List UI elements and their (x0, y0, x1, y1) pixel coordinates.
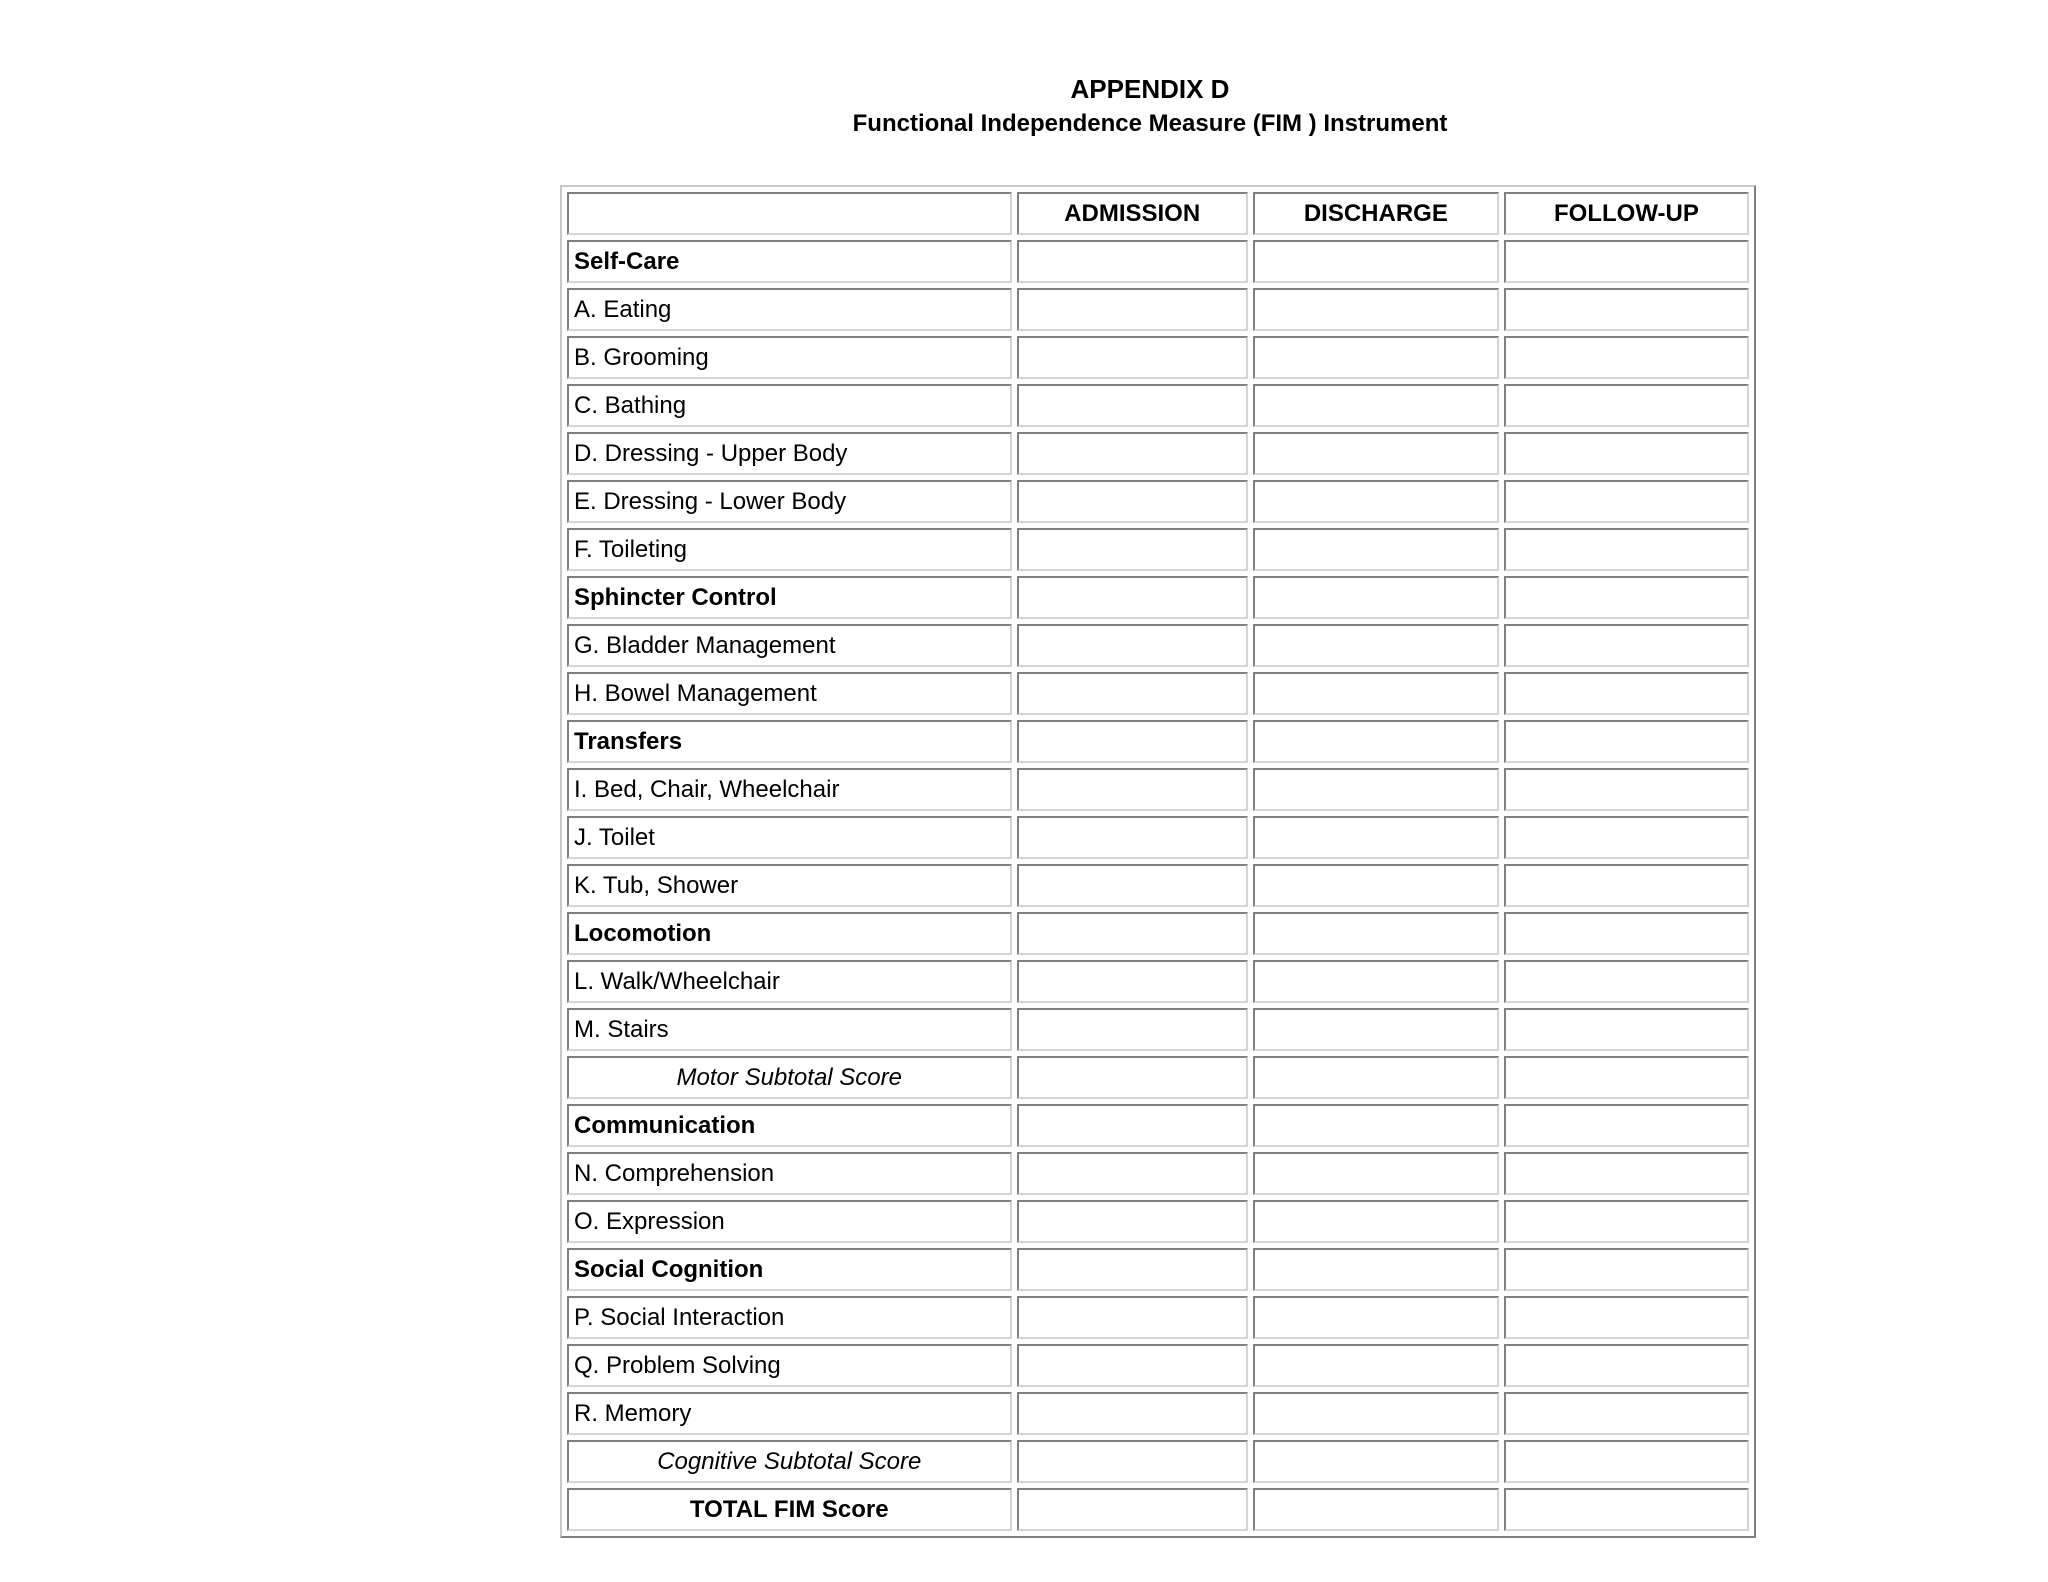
row-label: K. Tub, Shower (567, 864, 1012, 907)
row-label: H. Bowel Management (567, 672, 1012, 715)
discharge-cell (1253, 1008, 1499, 1051)
follow-up-cell (1504, 432, 1749, 475)
admission-cell (1017, 960, 1248, 1003)
table-row (567, 816, 1749, 859)
discharge-cell (1253, 912, 1499, 955)
table-row (567, 1296, 1749, 1339)
admission-cell (1017, 1056, 1248, 1099)
table-row (567, 240, 1749, 283)
table-row (567, 1152, 1749, 1195)
discharge-cell (1253, 288, 1499, 331)
row-label: B. Grooming (567, 336, 1012, 379)
follow-up-cell (1504, 1056, 1749, 1099)
row-label: E. Dressing - Lower Body (567, 480, 1012, 523)
row-label: Q. Problem Solving (567, 1344, 1012, 1387)
table-row (567, 288, 1749, 331)
follow-up-cell (1504, 384, 1749, 427)
discharge-cell (1253, 384, 1499, 427)
admission-cell (1017, 1392, 1248, 1435)
row-label: Sphincter Control (567, 576, 1012, 619)
follow-up-cell (1504, 528, 1749, 571)
discharge-cell (1253, 720, 1499, 763)
discharge-cell (1253, 1152, 1499, 1195)
follow-up-cell (1504, 1344, 1749, 1387)
follow-up-cell (1504, 1008, 1749, 1051)
table-row (567, 336, 1749, 379)
admission-cell (1017, 288, 1248, 331)
table-row (567, 432, 1749, 475)
discharge-cell (1253, 1488, 1499, 1531)
table-row (567, 768, 1749, 811)
row-label: C. Bathing (567, 384, 1012, 427)
row-label: Transfers (567, 720, 1012, 763)
discharge-cell (1253, 1056, 1499, 1099)
discharge-cell (1253, 672, 1499, 715)
admission-cell (1017, 672, 1248, 715)
admission-cell (1017, 1248, 1248, 1291)
row-label: A. Eating (567, 288, 1012, 331)
follow-up-cell (1504, 576, 1749, 619)
follow-up-cell (1504, 288, 1749, 331)
admission-cell (1017, 720, 1248, 763)
admission-cell (1017, 528, 1248, 571)
discharge-cell (1253, 1248, 1499, 1291)
row-label: Motor Subtotal Score (567, 1056, 1012, 1099)
row-label: O. Expression (567, 1200, 1012, 1243)
table-row (567, 1008, 1749, 1051)
table-row (567, 384, 1749, 427)
follow-up-cell (1504, 480, 1749, 523)
table-row (567, 672, 1749, 715)
admission-cell (1017, 816, 1248, 859)
follow-up-cell (1504, 960, 1749, 1003)
fim-score-table (560, 185, 1756, 1538)
discharge-cell (1253, 960, 1499, 1003)
discharge-cell (1253, 528, 1499, 571)
follow-up-cell (1504, 1104, 1749, 1147)
admission-cell (1017, 864, 1248, 907)
row-label: Cognitive Subtotal Score (567, 1440, 1012, 1483)
discharge-cell (1253, 1104, 1499, 1147)
table-row (567, 720, 1749, 763)
admission-cell (1017, 768, 1248, 811)
table-row (567, 960, 1749, 1003)
row-label: J. Toilet (567, 816, 1012, 859)
follow-up-cell (1504, 1152, 1749, 1195)
admission-cell (1017, 1008, 1248, 1051)
admission-cell (1017, 480, 1248, 523)
header-follow-up: FOLLOW-UP (1504, 192, 1749, 235)
discharge-cell (1253, 1296, 1499, 1339)
discharge-cell (1253, 1344, 1499, 1387)
row-label: Social Cognition (567, 1248, 1012, 1291)
admission-cell (1017, 624, 1248, 667)
discharge-cell (1253, 1200, 1499, 1243)
follow-up-cell (1504, 1248, 1749, 1291)
admission-cell (1017, 1344, 1248, 1387)
row-label: L. Walk/Wheelchair (567, 960, 1012, 1003)
admission-cell (1017, 432, 1248, 475)
document-title: APPENDIX D (1070, 74, 1230, 104)
discharge-cell (1253, 864, 1499, 907)
follow-up-cell (1504, 816, 1749, 859)
follow-up-cell (1504, 912, 1749, 955)
follow-up-cell (1504, 1392, 1749, 1435)
admission-cell (1017, 1296, 1248, 1339)
table-row (567, 1104, 1749, 1147)
row-label: N. Comprehension (567, 1152, 1012, 1195)
row-label: I. Bed, Chair, Wheelchair (567, 768, 1012, 811)
follow-up-cell (1504, 336, 1749, 379)
row-label: R. Memory (567, 1392, 1012, 1435)
admission-cell (1017, 576, 1248, 619)
admission-cell (1017, 1488, 1248, 1531)
follow-up-cell (1504, 1440, 1749, 1483)
document-subtitle: Functional Independence Measure (FIM ) Instrument (852, 110, 1448, 137)
table-row (567, 624, 1749, 667)
table-row (567, 1440, 1749, 1483)
row-label: TOTAL FIM Score (567, 1488, 1012, 1531)
row-label: M. Stairs (567, 1008, 1012, 1051)
table-row (567, 1488, 1749, 1531)
table-body (567, 240, 1749, 1531)
discharge-cell (1253, 1392, 1499, 1435)
discharge-cell (1253, 816, 1499, 859)
follow-up-cell (1504, 768, 1749, 811)
discharge-cell (1253, 480, 1499, 523)
admission-cell (1017, 384, 1248, 427)
table-row (567, 1344, 1749, 1387)
header-admission: ADMISSION (1017, 192, 1248, 235)
table-row (567, 912, 1749, 955)
admission-cell (1017, 1440, 1248, 1483)
table-row (567, 1200, 1749, 1243)
admission-cell (1017, 240, 1248, 283)
header-blank-cell (567, 192, 1012, 235)
follow-up-cell (1504, 720, 1749, 763)
table-row (567, 1392, 1749, 1435)
discharge-cell (1253, 768, 1499, 811)
discharge-cell (1253, 624, 1499, 667)
discharge-cell (1253, 336, 1499, 379)
discharge-cell (1253, 576, 1499, 619)
row-label: Self-Care (567, 240, 1012, 283)
admission-cell (1017, 1152, 1248, 1195)
table-row (567, 480, 1749, 523)
row-label: Locomotion (567, 912, 1012, 955)
row-label: P. Social Interaction (567, 1296, 1012, 1339)
follow-up-cell (1504, 624, 1749, 667)
header-discharge: DISCHARGE (1253, 192, 1499, 235)
row-label: D. Dressing - Upper Body (567, 432, 1012, 475)
discharge-cell (1253, 432, 1499, 475)
follow-up-cell (1504, 1296, 1749, 1339)
table-row (567, 576, 1749, 619)
table-row (567, 1056, 1749, 1099)
admission-cell (1017, 336, 1248, 379)
admission-cell (1017, 1200, 1248, 1243)
admission-cell (1017, 1104, 1248, 1147)
follow-up-cell (1504, 672, 1749, 715)
row-label: F. Toileting (567, 528, 1012, 571)
follow-up-cell (1504, 240, 1749, 283)
table-row (567, 864, 1749, 907)
table-header-row (567, 192, 1749, 235)
follow-up-cell (1504, 1200, 1749, 1243)
follow-up-cell (1504, 1488, 1749, 1531)
follow-up-cell (1504, 864, 1749, 907)
discharge-cell (1253, 1440, 1499, 1483)
row-label: Communication (567, 1104, 1012, 1147)
table-row (567, 1248, 1749, 1291)
discharge-cell (1253, 240, 1499, 283)
table-row (567, 528, 1749, 571)
row-label: G. Bladder Management (567, 624, 1012, 667)
admission-cell (1017, 912, 1248, 955)
